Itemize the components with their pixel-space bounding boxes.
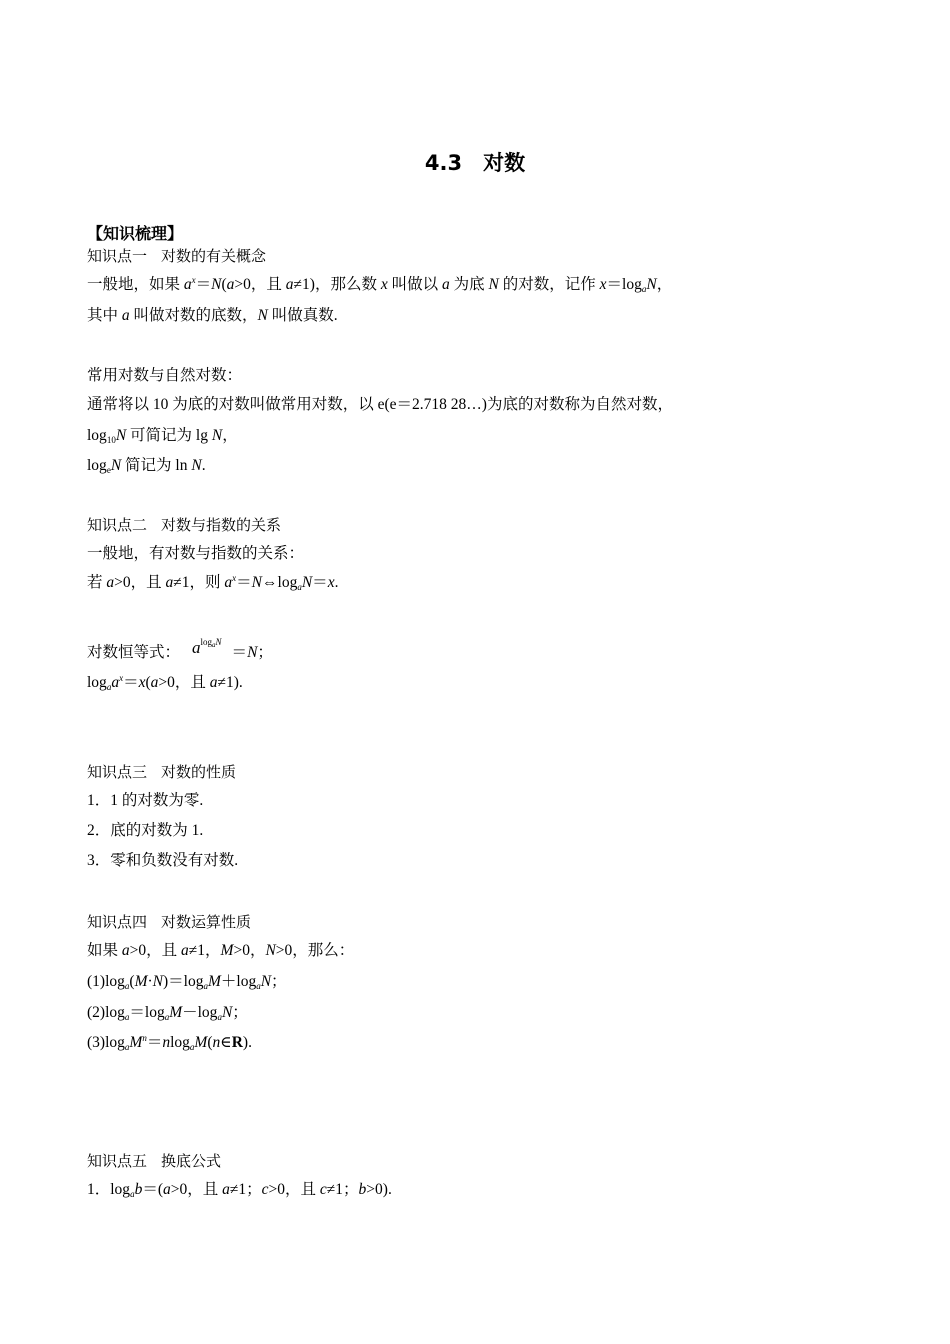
kp3-item-2: 2．底的对数为 1. [87,822,204,839]
kp4-heading-num: 知识点四 [87,913,148,931]
kp4-heading-text: 对数运算性质 [161,913,252,931]
kp3-heading-text: 对数的性质 [161,763,237,781]
kp1-heading [87,246,266,266]
kp2-relation: 若 a>0，且 a≠1，则 $a^x=N\Leftrightarrow\log_aN=x$. [87,573,339,592]
kp4-heading [87,912,251,932]
kp1-ln: $\log_eN$ 简记为 ln N. [87,457,206,475]
kp5-formula: 1．$\log_ab=(a>0$，且 a≠1；c>0，且 c≠1；b>0). [87,1181,392,1199]
kp1-definition: 一般地，如果 $a^x=N(a>0$，且 a≠1)，那么数 x 叫做以 a 为底 N 的对数，记作 $x=\log_aN$， [87,275,673,294]
page-title: 4.3 对数 [424,151,526,175]
kp2-heading [87,515,281,535]
kp1-common-desc: 通常将以 10 为底的对数叫做常用对数，以 e(e＝2.718 28…)为底的对数称为自然对数， [87,396,673,413]
kp4-intro: 如果 a>0，且 a≠1，M>0，N>0，那么： [87,942,355,959]
kp3-heading [87,762,236,782]
kp4-rule-2: $(2)\log_a=\log_aM-\log_aN$； [87,1004,248,1022]
section-label: 【知识梳理】 [87,224,184,243]
kp1-definition-cont: 其中 a 叫做对数的底数，N 叫做真数. [87,307,338,324]
kp4-rule-3: $(3)\log_aM^n=nlog_aM(n\in R)$. [87,1033,252,1052]
kp5-heading [87,1151,221,1171]
kp2-identity-2: $\log_aa^x=x(a>0$，且 a≠1). [87,673,243,692]
kp3-item-3: 3．零和负数没有对数. [87,852,239,869]
kp5-heading-text: 换底公式 [161,1152,222,1170]
kp1-heading-num: 知识点一 [87,247,148,265]
kp3-item-1: 1．1 的对数为零. [87,792,204,809]
kp4-rule-1: $(1)\log_a(M\cdot N)=\log_aM+\log_aN$； [87,973,287,991]
kp2-heading-num: 知识点二 [87,516,148,534]
kp1-heading-text: 对数的有关概念 [161,247,267,265]
kp5-heading-num: 知识点五 [87,1152,148,1170]
kp3-heading-num: 知识点三 [87,763,148,781]
kp1-lg: $\log_{10}N$ 可简记为 lg N， [87,427,238,445]
kp2-intro: 一般地，有对数与指数的关系： [87,545,305,562]
kp1-common-title: 常用对数与自然对数： [87,367,243,384]
kp2-heading-text: 对数与指数的关系 [161,516,282,534]
kp2-identity: 对数恒等式： $a^{log_aN}=N$； [87,637,273,661]
